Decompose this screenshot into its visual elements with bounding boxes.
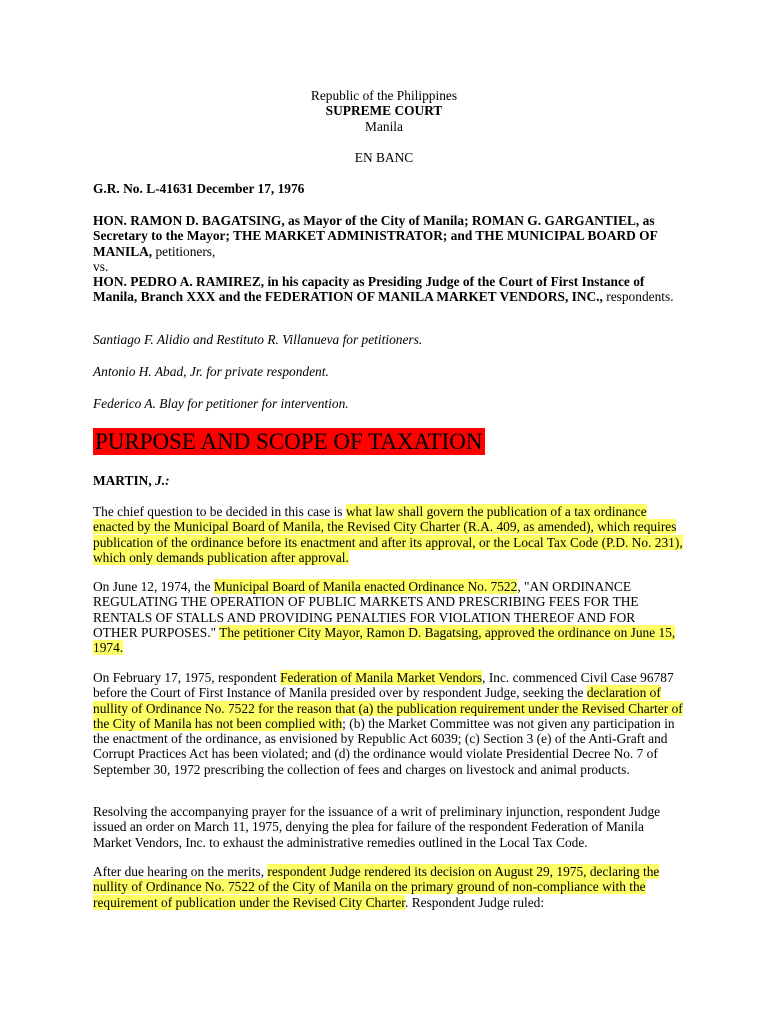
paragraph-3-highlight-a: Federation of Manila Market Vendors — [280, 670, 483, 685]
paragraph-3-text-b: , Inc. commenced Civil Case 96787 before the Court of First Instance of Manila presided over by respondent Judge, seeking the — [93, 670, 674, 701]
case-parties — [93, 213, 683, 305]
counsel-private-respondent: Antonio H. Abad, Jr. for private respondent. — [93, 364, 329, 379]
paragraph-5-highlight: respondent Judge rendered its decision on August 29, 1975, declaring the nullity of Ordinance No. 7522 of the City of Manila on the primary ground of non-compliance with the requirement of publication under the Revised City Charter — [93, 864, 660, 910]
paragraph-3-highlight-b: declaration of nullity of Ordinance No. 7522 for the reason that (a) the publication requirement under the Revised Charter of the City of Manila has not been complied with — [93, 685, 683, 731]
paragraph-3-text-a: On February 17, 1975, respondent — [93, 670, 281, 685]
paragraph-3-text-c: ; (b) the Market Committee was not given any participation in the enactment of the ordinance, as envisioned by Republic Act 6039; (c) Section 3 (e) of the Anti-Graft and Corrupt Practices Act has been violated; and (d) the ordinance would violate Presidential Decree No. 7 of September 30, 1972 prescribing the collection of fees and charges on livestock and animal products. — [93, 715, 675, 777]
division-label: EN BANC — [354, 150, 414, 165]
header-supreme-court: SUPREME COURT — [325, 103, 443, 119]
court-header — [0, 88, 768, 134]
paragraph-5-text-b: . Respondent Judge ruled: — [405, 894, 545, 910]
respondents-names: HON. PEDRO A. RAMIREZ, in his capacity as Presiding Judge of the Court of First Instance of Manila, Branch XXX and the FEDERATION OF MANILA MARKET VENDORS, INC., — [93, 274, 645, 305]
paragraph-1-text: The chief question to be decided in this case is — [93, 504, 346, 519]
header-republic: Republic of the Philippines — [310, 88, 458, 103]
paragraph-2-text-a: On June 12, 1974, the — [93, 579, 214, 594]
paragraph-5 — [93, 864, 683, 910]
ponente — [93, 473, 683, 488]
paragraph-2-text-b: , "AN ORDINANCE REGULATING THE OPERATION OF PUBLIC MARKETS AND PRESCRIBING FEES FOR THE RENTALS OF STALLS AND PROVIDING PENALTIES FOR VIOLATION THEREOF AND FOR OTHER PURPOSES." — [93, 579, 639, 640]
case-number: G.R. No. L-41631 December 17, 1976 — [93, 181, 305, 196]
paragraph-4: Resolving the accompanying prayer for the issuance of a writ of preliminary injunction, respondent Judge issued an order on March 11, 1975, denying the plea for failure of the respondent Federation of Manila Market Vendors, Inc. to exhaust the administrative remedies outlined in the Local Tax Code. — [93, 804, 661, 850]
header-manila: Manila — [365, 118, 403, 134]
counsel-intervention: Federico A. Blay for petitioner for intervention. — [93, 396, 349, 411]
paragraph-2-highlight-a: Municipal Board of Manila enacted Ordinance No. 7522 — [213, 579, 518, 594]
respondents-label: respondents. — [602, 289, 674, 305]
ponente-title: J.: — [155, 473, 170, 488]
versus: vs. — [93, 258, 109, 274]
petitioners-label: petitioners, — [152, 243, 216, 259]
ponente-name: MARTIN, — [93, 473, 156, 488]
paragraph-1-highlight: what law shall govern the publication of a tax ordinance enacted by the Municipal Board of Manila, the Revised City Charter (R.A. 409, as amended), which requires publication of the ordinance before its enactment and after its approval, or the Local Tax Code (P.D. No. 231), which only demands publication after approval. — [93, 504, 683, 565]
petitioners-names: HON. RAMON D. BAGATSING, as Mayor of the City of Manila; ROMAN G. GARGANTIEL, as Secretary to the Mayor; THE MARKET ADMINISTRATOR; and THE MUNICIPAL BOARD OF MANILA, — [93, 213, 658, 259]
paragraph-2-highlight-b: The petitioner City Mayor, Ramon D. Bagatsing, approved the ordinance on June 15, 1974. — [93, 624, 676, 656]
paragraph-1 — [93, 504, 683, 565]
paragraph-5-text-a: After due hearing on the merits, — [93, 864, 268, 879]
paragraph-2 — [93, 579, 683, 655]
section-banner: PURPOSE AND SCOPE OF TAXATION — [95, 429, 483, 454]
counsel-petitioners: Santiago F. Alidio and Restituto R. Villanueva for petitioners. — [93, 332, 423, 347]
paragraph-3 — [93, 670, 683, 777]
